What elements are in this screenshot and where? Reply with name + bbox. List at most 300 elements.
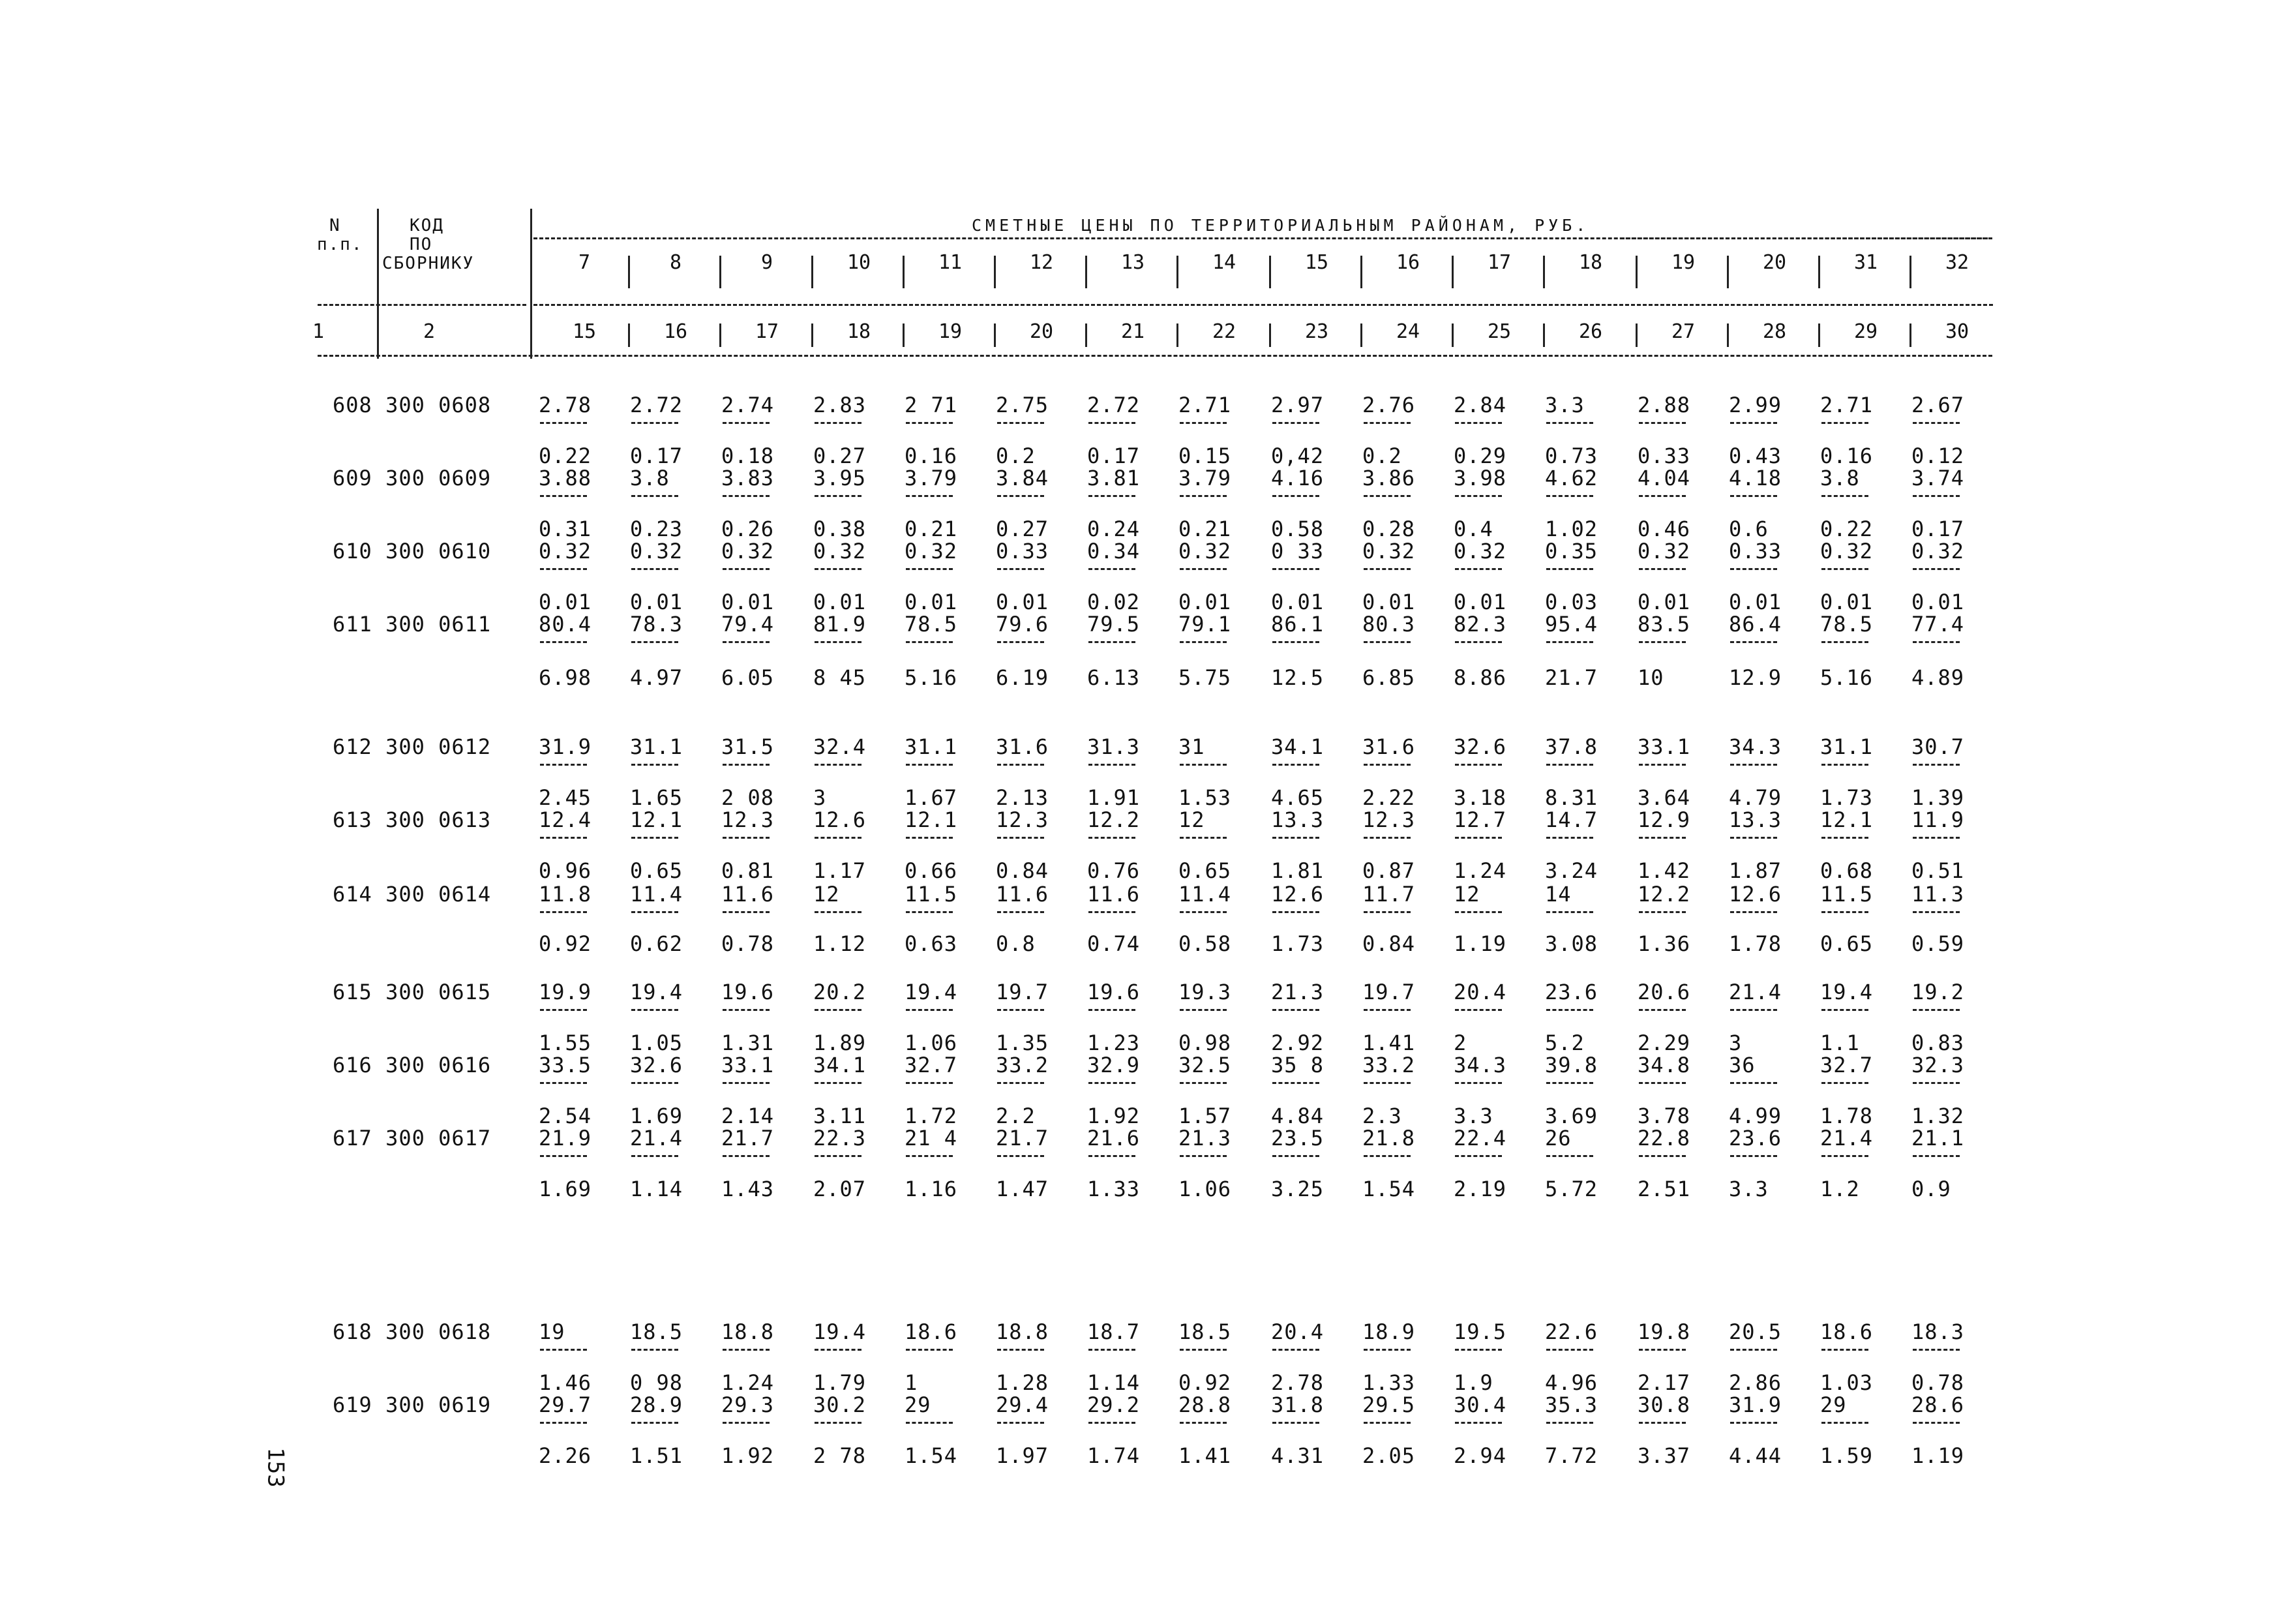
price-cell: 29.5 — [1362, 1392, 1416, 1417]
row-code: 609 300 0609 — [333, 466, 492, 490]
price-cell: 23.6 — [1545, 980, 1598, 1004]
price-cell: 1.92 — [721, 1443, 775, 1468]
district-7: 7 — [578, 251, 591, 274]
fraction-bar — [1821, 911, 1868, 913]
price-cell: 1.39 — [1911, 785, 1965, 810]
fraction-bar — [1730, 1349, 1777, 1351]
price-cell: 3.84 — [996, 466, 1049, 490]
fraction-bar — [1821, 1422, 1868, 1424]
fraction-bar — [1730, 1082, 1777, 1084]
price-cell: 0.59 — [1911, 931, 1965, 956]
price-cell: 12.3 — [1362, 807, 1416, 832]
price-cell: 3.95 — [813, 466, 867, 490]
price-cell: 28.9 — [630, 1392, 683, 1417]
price-cell: 0.2 — [1362, 444, 1402, 468]
price-cell: 0.78 — [1911, 1370, 1965, 1395]
price-cell: 1.17 — [813, 858, 867, 883]
price-cell: 1.33 — [1362, 1370, 1416, 1395]
price-cell: 1.12 — [813, 931, 867, 956]
fraction-bar — [1455, 764, 1502, 766]
price-cell: 1.23 — [1087, 1030, 1141, 1055]
fraction-bar — [1730, 422, 1777, 424]
fraction-bar — [1455, 1422, 1502, 1424]
district-10: 10 — [846, 251, 871, 274]
price-cell: 5.75 — [1178, 665, 1232, 690]
price-cell: 1.54 — [905, 1443, 958, 1468]
price-cell: 29.3 — [721, 1392, 775, 1417]
price-cell: 1.46 — [539, 1370, 592, 1395]
fraction-bar — [997, 422, 1044, 424]
fraction-bar — [997, 1422, 1044, 1424]
price-cell: 3.3 — [1729, 1177, 1769, 1201]
price-cell: 0.01 — [905, 590, 958, 614]
fraction-bar — [540, 764, 587, 766]
fraction-bar — [723, 495, 770, 497]
fraction-bar — [906, 764, 953, 766]
fraction-bar — [1272, 1349, 1319, 1351]
price-cell: 19.5 — [1454, 1319, 1507, 1344]
price-cell: 31.9 — [1729, 1392, 1782, 1417]
fraction-bar — [1821, 422, 1868, 424]
fraction-bar — [1639, 495, 1686, 497]
fraction-bar — [1821, 1009, 1868, 1011]
price-cell: 3.88 — [539, 466, 592, 490]
price-cell: 31.1 — [630, 734, 683, 759]
fraction-bar — [631, 1155, 678, 1157]
fraction-bar — [815, 1009, 861, 1011]
price-cell: 21.8 — [1362, 1126, 1416, 1150]
price-cell: 0.22 — [1820, 517, 1874, 541]
price-cell: 0.34 — [1087, 539, 1141, 564]
price-cell: 1.91 — [1087, 785, 1141, 810]
page-number: 153 — [262, 1447, 289, 1488]
price-cell: 3.78 — [1638, 1104, 1691, 1128]
price-cell: 21.3 — [1271, 980, 1325, 1004]
price-cell: 32.4 — [813, 734, 867, 759]
price-cell: 20.6 — [1638, 980, 1691, 1004]
price-cell: 2.14 — [721, 1104, 775, 1128]
fraction-bar — [1272, 641, 1319, 643]
price-cell: 0.01 — [1362, 590, 1416, 614]
header-rule-3 — [318, 304, 526, 306]
district-vsep-13 — [1727, 256, 1729, 288]
fraction-bar — [1180, 1155, 1227, 1157]
colnum-vsep-8 — [1269, 323, 1271, 347]
price-cell: 4.16 — [1271, 466, 1325, 490]
price-cell: 3.11 — [813, 1104, 867, 1128]
price-cell: 32.7 — [1820, 1053, 1874, 1077]
price-cell: 32.7 — [905, 1053, 958, 1077]
fraction-bar — [1639, 1422, 1686, 1424]
fraction-bar — [1364, 641, 1411, 643]
fraction-bar — [1913, 764, 1960, 766]
price-cell: 0.22 — [539, 444, 592, 468]
fraction-bar — [1088, 837, 1135, 839]
price-cell: 21.3 — [1178, 1126, 1232, 1150]
price-cell: 29 — [905, 1392, 931, 1417]
price-cell: 0.73 — [1545, 444, 1598, 468]
price-cell: 0.43 — [1729, 444, 1782, 468]
price-cell: 1.24 — [1454, 858, 1507, 883]
price-cell: 19.4 — [905, 980, 958, 1004]
district-18: 18 — [1578, 251, 1603, 274]
colnum-vsep-5 — [994, 323, 996, 347]
fraction-bar — [1730, 837, 1777, 839]
fraction-bar — [1913, 1082, 1960, 1084]
price-cell: 12 — [1178, 807, 1205, 832]
price-cell: 6.13 — [1087, 665, 1141, 690]
price-cell: 1.89 — [813, 1030, 867, 1055]
price-cell: 2.83 — [813, 393, 867, 417]
price-cell: 7.72 — [1545, 1443, 1598, 1468]
price-cell: 0.65 — [630, 858, 683, 883]
fraction-bar — [906, 495, 953, 497]
district-vsep-14 — [1818, 256, 1820, 288]
price-cell: 4.18 — [1729, 466, 1782, 490]
fraction-bar — [815, 641, 861, 643]
fraction-bar — [1730, 641, 1777, 643]
price-cell: 3 — [813, 785, 827, 810]
price-cell: 1.74 — [1087, 1443, 1141, 1468]
fraction-bar — [906, 1009, 953, 1011]
price-cell: 19.4 — [630, 980, 683, 1004]
district-15: 15 — [1304, 251, 1329, 274]
price-cell: 4.79 — [1729, 785, 1782, 810]
price-cell: 1.14 — [1087, 1370, 1141, 1395]
fraction-bar — [723, 422, 770, 424]
fraction-bar — [815, 1155, 861, 1157]
fraction-bar — [1455, 641, 1502, 643]
price-cell: 11.4 — [630, 882, 683, 907]
price-cell: 31.6 — [1362, 734, 1416, 759]
price-cell: 3.74 — [1911, 466, 1965, 490]
price-cell: 2 08 — [721, 785, 775, 810]
colnum-25: 25 — [1487, 320, 1512, 343]
price-cell: 19.6 — [1087, 980, 1141, 1004]
price-cell: 32.9 — [1087, 1053, 1141, 1077]
price-cell: 3.64 — [1638, 785, 1691, 810]
colnum-30: 30 — [1945, 320, 1969, 343]
price-cell: 0.58 — [1271, 517, 1325, 541]
price-cell: 32.6 — [630, 1053, 683, 1077]
price-cell: 0.33 — [996, 539, 1049, 564]
price-cell: 31.9 — [539, 734, 592, 759]
colnum-19: 19 — [938, 320, 963, 343]
fraction-bar — [1913, 495, 1960, 497]
price-cell: 0.21 — [905, 517, 958, 541]
fraction-bar — [815, 495, 861, 497]
fraction-bar — [540, 1155, 587, 1157]
price-cell: 5.72 — [1545, 1177, 1598, 1201]
fraction-bar — [1455, 568, 1502, 570]
price-cell: 1.05 — [630, 1030, 683, 1055]
price-cell: 30.2 — [813, 1392, 867, 1417]
fraction-bar — [631, 1009, 678, 1011]
price-cell: 12.2 — [1087, 807, 1141, 832]
fraction-bar — [815, 568, 861, 570]
price-cell: 0.65 — [1178, 858, 1232, 883]
price-cell: 11.5 — [1820, 882, 1874, 907]
price-cell: 5.16 — [905, 665, 958, 690]
colnum-vsep-11 — [1543, 323, 1545, 347]
colnum-vsep-14 — [1818, 323, 1820, 347]
price-cell: 12.1 — [905, 807, 958, 832]
fraction-bar — [631, 641, 678, 643]
fraction-bar — [997, 1082, 1044, 1084]
fraction-bar — [997, 495, 1044, 497]
fraction-bar — [1455, 1009, 1502, 1011]
price-cell: 11.7 — [1362, 882, 1416, 907]
fraction-bar — [723, 1422, 770, 1424]
price-cell: 2.05 — [1362, 1443, 1416, 1468]
price-cell: 1.53 — [1178, 785, 1232, 810]
fraction-bar — [815, 1349, 861, 1351]
fraction-bar — [1821, 495, 1868, 497]
price-cell: 86.4 — [1729, 612, 1782, 637]
price-cell: 11.9 — [1911, 807, 1965, 832]
fraction-bar — [997, 1349, 1044, 1351]
price-cell: 19.7 — [996, 980, 1049, 1004]
price-cell: 81.9 — [813, 612, 867, 637]
price-cell: 3.24 — [1545, 858, 1598, 883]
price-cell: 30.7 — [1911, 734, 1965, 759]
row-code: 618 300 0618 — [333, 1319, 492, 1344]
price-cell: 2.45 — [539, 785, 592, 810]
price-cell: 0.21 — [1178, 517, 1232, 541]
price-cell: 22.8 — [1638, 1126, 1691, 1150]
price-cell: 32.3 — [1911, 1053, 1965, 1077]
price-cell: 0.32 — [905, 539, 958, 564]
fraction-bar — [540, 641, 587, 643]
price-cell: 1.78 — [1820, 1104, 1874, 1128]
fraction-bar — [1180, 1349, 1227, 1351]
price-cell: 0.92 — [1178, 1370, 1232, 1395]
price-cell: 26 — [1545, 1126, 1572, 1150]
price-cell: 95.4 — [1545, 612, 1598, 637]
price-cell: 0.32 — [1454, 539, 1507, 564]
fraction-bar — [1272, 568, 1319, 570]
price-cell: 2.29 — [1638, 1030, 1691, 1055]
price-cell: 12.5 — [1271, 665, 1325, 690]
price-cell: 4.62 — [1545, 466, 1598, 490]
price-cell: 35.3 — [1545, 1392, 1598, 1417]
row-code: 611 300 0611 — [333, 612, 492, 637]
header-vsep-1 — [530, 209, 532, 359]
fraction-bar — [723, 1009, 770, 1011]
price-cell: 3.79 — [1178, 466, 1232, 490]
price-cell: 2.13 — [996, 785, 1049, 810]
colnum-vsep-9 — [1360, 323, 1362, 347]
district-vsep-7 — [1176, 256, 1178, 288]
price-cell: 0.62 — [630, 931, 683, 956]
price-cell: 1.54 — [1362, 1177, 1416, 1201]
price-cell: 0.68 — [1820, 858, 1874, 883]
price-cell: 4.99 — [1729, 1104, 1782, 1128]
fraction-bar — [1272, 1082, 1319, 1084]
colnum-vsep-4 — [903, 323, 905, 347]
price-cell: 3.98 — [1454, 466, 1507, 490]
price-cell: 19.6 — [721, 980, 775, 1004]
fraction-bar — [631, 495, 678, 497]
price-cell: 33.1 — [721, 1053, 775, 1077]
district-8: 8 — [669, 251, 682, 274]
fraction-bar — [1546, 1422, 1593, 1424]
price-cell: 1.72 — [905, 1104, 958, 1128]
price-cell: 31.8 — [1271, 1392, 1325, 1417]
row-code: 614 300 0614 — [333, 882, 492, 907]
colnum-18: 18 — [846, 320, 871, 343]
fraction-bar — [1088, 422, 1135, 424]
price-cell: 1.81 — [1271, 858, 1325, 883]
price-cell: 2.51 — [1638, 1177, 1691, 1201]
fraction-bar — [631, 764, 678, 766]
price-cell: 82.3 — [1454, 612, 1507, 637]
price-cell: 1.36 — [1638, 931, 1691, 956]
price-cell: 1.06 — [1178, 1177, 1232, 1201]
price-cell: 31.3 — [1087, 734, 1141, 759]
price-cell: 0.33 — [1729, 539, 1782, 564]
fraction-bar — [1639, 1009, 1686, 1011]
fraction-bar — [815, 911, 861, 913]
district-vsep-8 — [1269, 256, 1271, 288]
price-cell: 0.58 — [1178, 931, 1232, 956]
district-12: 12 — [1029, 251, 1054, 274]
fraction-bar — [631, 1422, 678, 1424]
fraction-bar — [1364, 568, 1411, 570]
fraction-bar — [1913, 911, 1960, 913]
price-cell: 0.17 — [1087, 444, 1141, 468]
fraction-bar — [1088, 911, 1135, 913]
price-cell: 1.51 — [630, 1443, 683, 1468]
colnum-27: 27 — [1671, 320, 1696, 343]
price-cell: 6.19 — [996, 665, 1049, 690]
price-cell: 33.2 — [1362, 1053, 1416, 1077]
fraction-bar — [1913, 1155, 1960, 1157]
fraction-bar — [1364, 1349, 1411, 1351]
price-cell: 0.74 — [1087, 931, 1141, 956]
price-cell: 0.01 — [721, 590, 775, 614]
district-vsep-4 — [903, 256, 905, 288]
price-cell: 3.83 — [721, 466, 775, 490]
price-cell: 4.44 — [1729, 1443, 1782, 1468]
fraction-bar — [1272, 1155, 1319, 1157]
colnum-26: 26 — [1578, 320, 1603, 343]
price-cell: 1.9 — [1454, 1370, 1493, 1395]
fraction-bar — [1639, 568, 1686, 570]
price-cell: 19.4 — [813, 1319, 867, 1344]
fraction-bar — [1546, 568, 1593, 570]
price-cell: 0.01 — [996, 590, 1049, 614]
price-cell: 14.7 — [1545, 807, 1598, 832]
fraction-bar — [1913, 568, 1960, 570]
colnum-vsep-10 — [1452, 323, 1454, 347]
fraction-bar — [1088, 1009, 1135, 1011]
colnum-15: 15 — [572, 320, 597, 343]
district-11: 11 — [938, 251, 963, 274]
colnum-22: 22 — [1212, 320, 1236, 343]
price-cell: 1.2 — [1820, 1177, 1860, 1201]
district-vsep-9 — [1360, 256, 1362, 288]
fraction-bar — [723, 911, 770, 913]
price-cell: 23.6 — [1729, 1126, 1782, 1150]
price-cell: 6.05 — [721, 665, 775, 690]
price-cell: 0.92 — [539, 931, 592, 956]
fraction-bar — [1455, 837, 1502, 839]
price-cell: 0.32 — [1911, 539, 1965, 564]
price-cell: 32.6 — [1454, 734, 1507, 759]
price-cell: 0.27 — [813, 444, 867, 468]
colnum-21: 21 — [1120, 320, 1145, 343]
price-cell: 0,42 — [1271, 444, 1325, 468]
fraction-bar — [1180, 764, 1227, 766]
price-cell: 2.76 — [1362, 393, 1416, 417]
fraction-bar — [1455, 1349, 1502, 1351]
price-cell: 11.5 — [905, 882, 958, 907]
price-cell: 0.2 — [996, 444, 1036, 468]
price-cell: 1.41 — [1178, 1443, 1232, 1468]
price-cell: 0.01 — [1638, 590, 1691, 614]
fraction-bar — [1821, 1155, 1868, 1157]
fraction-bar — [906, 568, 953, 570]
price-cell: 2 71 — [905, 393, 958, 417]
colnum-vsep-15 — [1909, 323, 1911, 347]
price-cell: 3.69 — [1545, 1104, 1598, 1128]
price-cell: 39.8 — [1545, 1053, 1598, 1077]
price-cell: 21.4 — [1820, 1126, 1874, 1150]
price-cell: 29.4 — [996, 1392, 1049, 1417]
price-cell: 0.84 — [1362, 931, 1416, 956]
price-cell: 21.4 — [1729, 980, 1782, 1004]
price-cell: 3.37 — [1638, 1443, 1691, 1468]
price-cell: 1.65 — [630, 785, 683, 810]
header-rule-1 — [1621, 237, 1992, 239]
price-cell: 29.2 — [1087, 1392, 1141, 1417]
price-cell: 12.6 — [813, 807, 867, 832]
price-cell: 1.87 — [1729, 858, 1782, 883]
fraction-bar — [1180, 568, 1227, 570]
price-cell: 83.5 — [1638, 612, 1691, 637]
price-cell: 1.73 — [1271, 931, 1325, 956]
fraction-bar — [540, 495, 587, 497]
price-cell: 1.55 — [539, 1030, 592, 1055]
price-cell: 12.7 — [1454, 807, 1507, 832]
fraction-bar — [1088, 1422, 1135, 1424]
price-cell: 2.71 — [1178, 393, 1232, 417]
price-cell: 29.7 — [539, 1392, 592, 1417]
price-cell: 0.31 — [539, 517, 592, 541]
header-code-line2: ПО — [410, 235, 433, 254]
fraction-bar — [815, 837, 861, 839]
fraction-bar — [540, 1349, 587, 1351]
price-cell: 2.07 — [813, 1177, 867, 1201]
fraction-bar — [1364, 764, 1411, 766]
fraction-bar — [997, 641, 1044, 643]
colnum-vsep-3 — [811, 323, 813, 347]
fraction-bar — [631, 568, 678, 570]
price-cell: 1.69 — [539, 1177, 592, 1201]
price-cell: 2.19 — [1454, 1177, 1507, 1201]
colnum-vsep-7 — [1176, 323, 1178, 347]
district-vsep-1 — [628, 256, 630, 288]
price-cell: 1.97 — [996, 1443, 1049, 1468]
fraction-bar — [906, 422, 953, 424]
price-cell: 11.6 — [996, 882, 1049, 907]
fraction-bar — [1821, 764, 1868, 766]
price-cell: 3.81 — [1087, 466, 1141, 490]
fraction-bar — [631, 1082, 678, 1084]
fraction-bar — [540, 422, 587, 424]
price-cell: 2.99 — [1729, 393, 1782, 417]
